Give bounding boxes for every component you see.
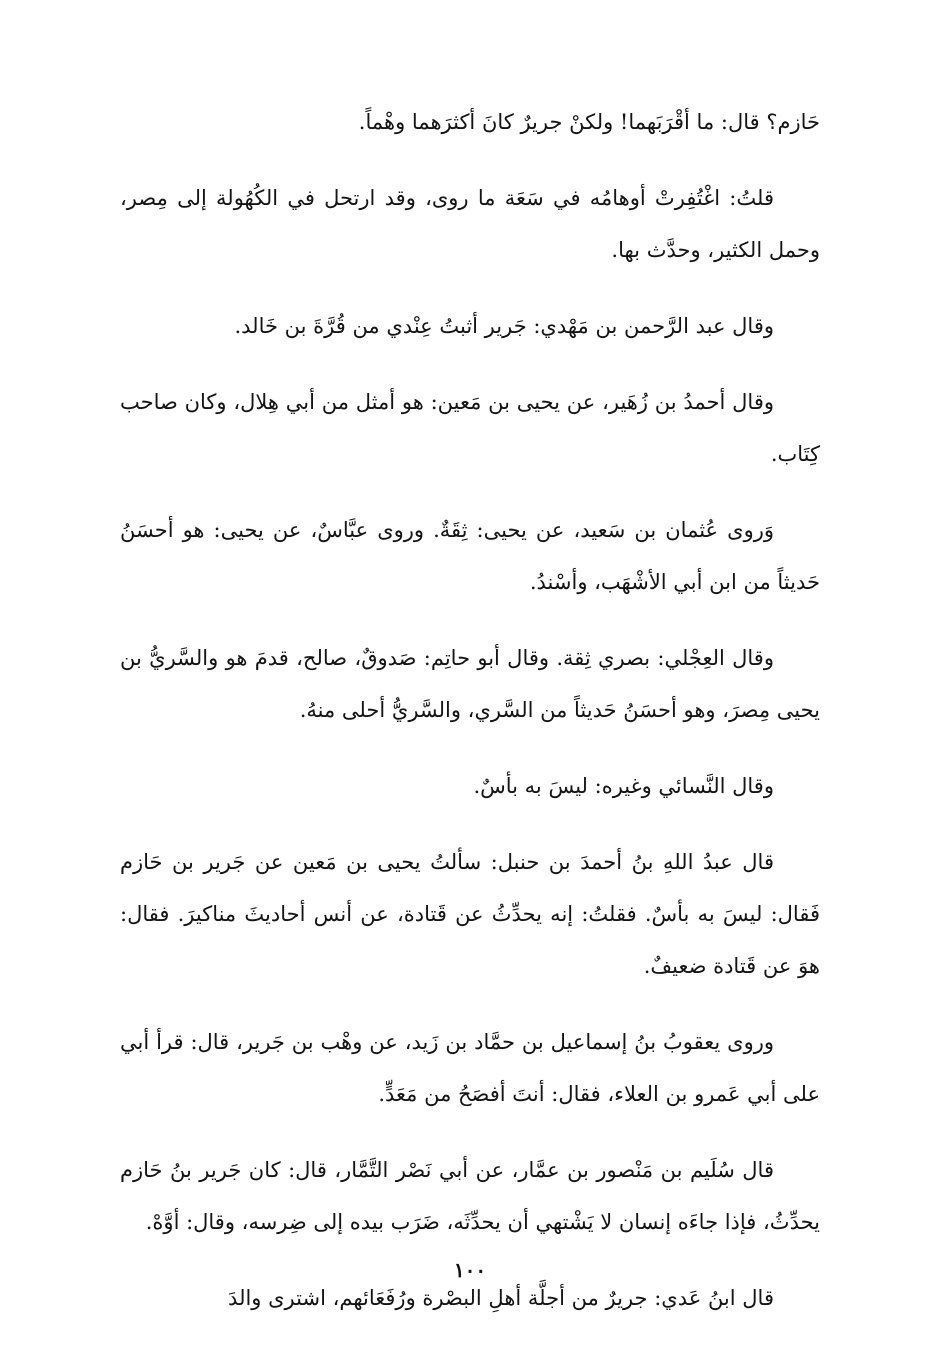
paragraph: قال ابنُ عَدي: جريرٌ من أجلَّة أهلِ البصْرة ورُفَعَائهم، اشترى والدَ: [228, 1286, 774, 1310]
body-text: [120, 96, 820, 1348]
paragraph: وقال عبد الرَّحمن بن مَهْدي: جَرير أثبتُ عِنْدي من قُرَّةَ بن خَالد.: [234, 314, 774, 338]
paragraph: وقال النَّسائي وغيره: ليسَ به بأسٌ.: [473, 774, 774, 798]
paragraph: حَازم؟ قال: ما أقْرَبَهما! ولكنْ جريرٌ كانَ أكثرَهما وهْماً.: [358, 110, 820, 134]
paragraph: وَروى عُثمان بن سَعيد، عن يحيى: ثِقَةٌ. وروى عبَّاسٌ، عن يحيى: هو أحسَنُ حَديثاً من ابن أبي الأشْهَب، وأسْندُ.: [120, 518, 820, 594]
paragraph: وقال أحمدُ بن زُهَير، عن يحيى بن مَعين: هو أمثل من أبي هِلال، وكان صاحب كِتَاب.: [120, 390, 820, 466]
paragraph: قال عبدُ اللهِ بنُ أحمدَ بن حنبل: سألتُ يحيى بن مَعين عن جَرير بن حَازم فَقال: ليسَ به بأسٌ. فقلتُ: إنه يحدِّثُ عن قَتادة، عن أنس أحاديثَ مناكيرَ. فقال: هوَ عن قَتادة ضعيفٌ.: [120, 850, 820, 978]
paragraph: وقال العِجْلي: بصري ثِقة. وقال أبو حاتِم: صَدوقٌ، صالح، قدمَ هو والسَّريُّ بن يحيى مِصرَ، وهو أحسَنُ حَديثاً من السَّري، والسَّريُّ أحلى منهُ.: [120, 646, 820, 722]
paragraph: قلتُ: اغْتُفِرتْ أوهامُه في سَعَة ما روى، وقد ارتحل في الكُهُولة إلى مِصر، وحمل الكثير، وحدَّث بها.: [120, 186, 820, 262]
paragraph: وروى يعقوبُ بنُ إسماعيل بن حمَّاد بن زَيد، عن وهْب بن جَرير، قال: قرأ أبي على أبي عَمرو بن العلاء، فقال: أنتَ أفصَحُ من مَعَدٍّ.: [120, 1030, 820, 1106]
paragraph: قال سُلَيم بن مَنْصور بن عمَّار، عن أبي نَصْر التَّمَّار، قال: كان جَرير بنُ حَازم يحدِّثُ، فإذا جاءَه إنسان لا يَشْتهي أن يحدِّثَه، ضَرَب بيده إلى ضِرسه، وقال: أوَّهْ.: [120, 1158, 820, 1234]
page-number: ١٠٠: [453, 1258, 487, 1282]
